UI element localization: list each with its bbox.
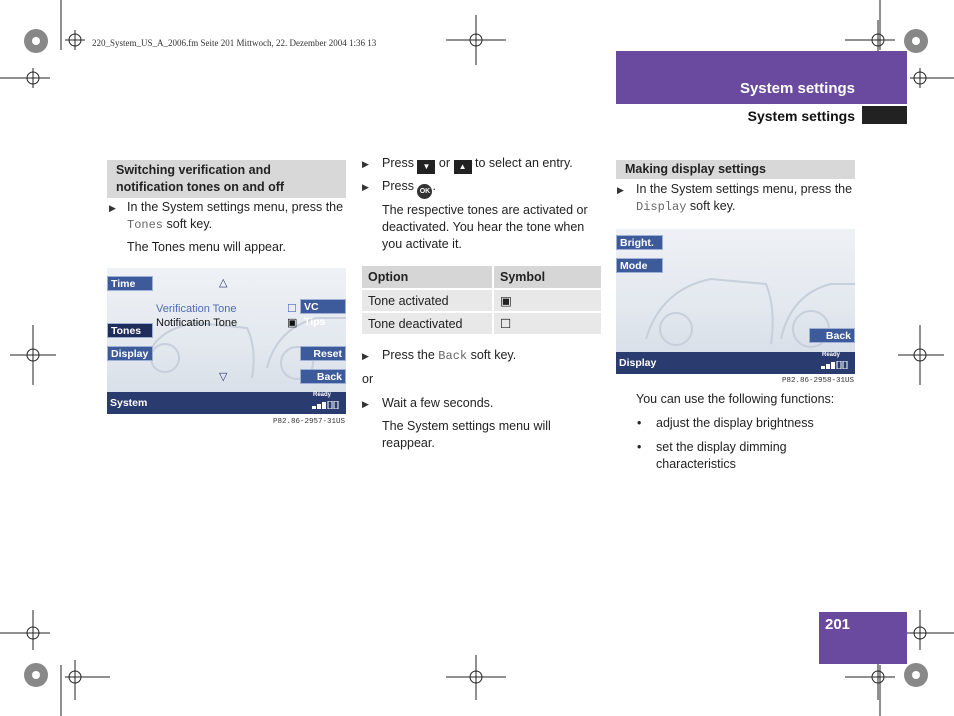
page-title: System settings: [739, 80, 855, 97]
arrow-bullet-icon: ▶: [362, 351, 369, 361]
section-heading-display: Making display settings: [616, 160, 855, 179]
step-wait: Wait a few seconds.: [382, 396, 494, 410]
page-number: 201: [825, 616, 851, 633]
softkey-display[interactable]: Display: [107, 346, 153, 361]
paragraph-line: reappear.: [382, 436, 435, 450]
arrow-bullet-icon: ▶: [362, 159, 369, 169]
softkey-tones[interactable]: Tones: [107, 323, 153, 338]
softkey-name: Back: [438, 349, 468, 363]
figure-caption: P82.86-2957-31US: [273, 418, 346, 426]
arrow-bullet-icon: ▶: [109, 203, 116, 213]
step-press-ok: Press OK .: [382, 178, 436, 199]
step-press-back: [382, 347, 516, 365]
list-item-line: characteristics: [656, 457, 736, 471]
heading-line: Switching verification and: [116, 163, 271, 177]
softkey-brightness[interactable]: Bright.: [616, 235, 663, 250]
section-heading-tones: [107, 160, 346, 198]
table-header-symbol: Symbol: [493, 266, 601, 289]
softkey-mode[interactable]: Mode: [616, 258, 663, 273]
step-text-a: In the System settings menu, press the: [636, 182, 853, 196]
scroll-down-icon[interactable]: ▽: [219, 371, 228, 383]
ok-button-icon: OK: [417, 184, 432, 199]
softkey-vc-tips[interactable]: VC Tips: [300, 299, 346, 314]
step-text-b: soft key.: [166, 217, 213, 231]
or-text: or: [362, 372, 374, 386]
table-row: [362, 289, 601, 312]
menu-row-verification-tone[interactable]: Verification Tone: [156, 303, 237, 315]
note-text: The Tones menu will appear.: [127, 240, 286, 254]
checkbox-empty-icon: ☐: [287, 303, 297, 315]
step-text: or: [438, 156, 451, 170]
description-paragraph: [382, 202, 607, 253]
softkey-reset[interactable]: Reset: [300, 346, 346, 361]
step-text: soft key.: [470, 348, 517, 362]
arrow-bullet-icon: ▶: [362, 399, 369, 409]
softkey-name: Tones: [127, 218, 164, 232]
menu-row-notification-tone[interactable]: Notification Tone: [156, 317, 238, 329]
page-number-block: [819, 612, 907, 664]
list-bullet-icon: •: [637, 416, 642, 430]
functions-intro: You can use the following functions:: [636, 392, 835, 406]
paragraph-line: The respective tones are activated or: [382, 203, 588, 217]
table-row: [362, 312, 601, 334]
step-text: Press: [382, 179, 414, 193]
scroll-up-icon[interactable]: △: [219, 277, 228, 289]
tones-menu-screen: [107, 268, 346, 414]
status-bar: [616, 352, 855, 374]
checkbox-filled-icon: ▣: [287, 317, 298, 329]
step-text: to select an entry.: [475, 156, 573, 170]
list-item: [656, 439, 856, 473]
paragraph-line: deactivated. You hear the tone when: [382, 220, 585, 234]
status-ready: Ready: [313, 392, 332, 398]
display-menu-screen: [616, 229, 855, 374]
list-item: adjust the display brightness: [656, 416, 814, 430]
softkey-back[interactable]: Back: [300, 369, 346, 384]
symbol-table: [362, 266, 601, 334]
step-text: Press the: [382, 348, 435, 362]
softkey-time[interactable]: Time: [107, 276, 153, 291]
step-text: [127, 199, 352, 234]
list-item-line: set the display dimming: [656, 440, 787, 454]
paragraph-line: The System settings menu will: [382, 419, 551, 433]
step-text: Press: [382, 156, 414, 170]
file-header: 220_System_US_A_2006.fm Seite 201 Mittwoch, 22. Dezember 2004 1:36 13: [92, 38, 377, 48]
status-ready: Ready: [822, 352, 841, 358]
softkey-back[interactable]: Back: [809, 328, 855, 343]
paragraph-line: you activate it.: [382, 237, 462, 251]
signal-strength-icon: [312, 401, 342, 409]
table-cell-symbol: ▣: [493, 289, 601, 312]
table-cell-option: Tone deactivated: [362, 312, 493, 334]
table-header-option: Option: [362, 266, 493, 289]
table-cell-symbol: ☐: [493, 312, 601, 334]
down-key-icon: ▼: [417, 160, 435, 174]
table-cell-option: Tone activated: [362, 289, 493, 312]
step-text: [636, 181, 861, 216]
signal-strength-icon: [821, 361, 851, 369]
status-title: Display: [619, 357, 657, 369]
arrow-bullet-icon: ▶: [362, 182, 369, 192]
softkey-name: Display: [636, 200, 687, 214]
figure-caption: P82.86-2958-31US: [782, 377, 855, 385]
step-text-b: soft key.: [689, 199, 736, 213]
up-key-icon: ▲: [454, 160, 472, 174]
status-bar: [107, 392, 346, 414]
page-subtitle: System settings: [747, 108, 855, 124]
step-press-select: [382, 155, 607, 174]
arrow-bullet-icon: ▶: [617, 185, 624, 195]
header-tab: [862, 106, 907, 124]
status-title: System: [110, 397, 148, 409]
heading-line: notification tones on and off: [116, 180, 285, 194]
step-text-a: In the System settings menu, press the: [127, 200, 344, 214]
list-bullet-icon: •: [637, 440, 642, 454]
reappear-paragraph: [382, 418, 607, 452]
